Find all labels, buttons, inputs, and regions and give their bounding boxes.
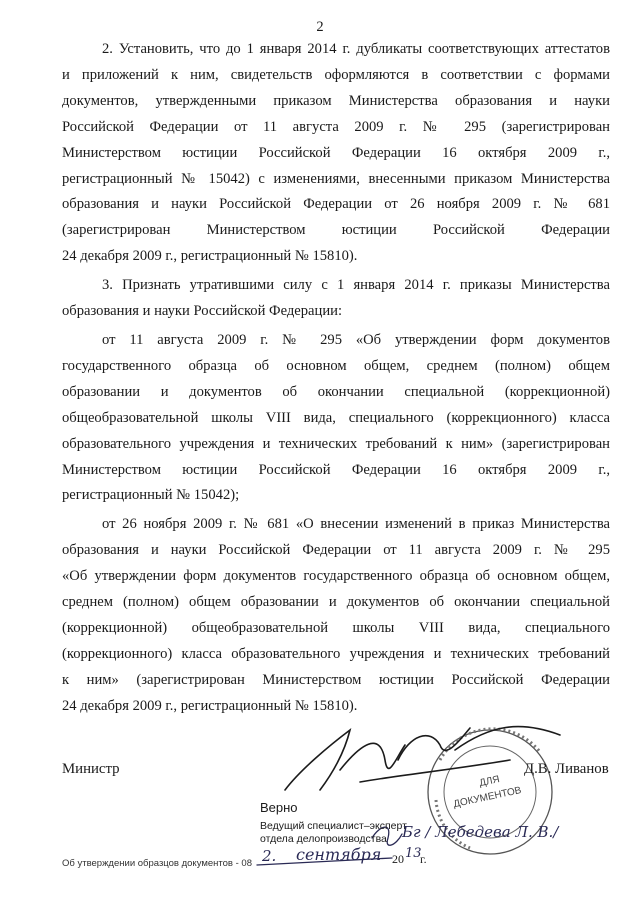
text-line: регистрационный № 15042); [62,487,240,504]
text-line: 24 декабря 2009 г., регистрационный № 15810). [62,697,358,714]
text-line: среднем (полном) общем образовании и документов об окончании специальной [62,594,610,611]
text-line: регистрационный № 15042) с изменениями, внесенными приказом Министерства [62,170,610,187]
footer-doc-ref: Об утверждении образцов документов - 08 [62,858,252,869]
text-line: образовании и документов об окончании специальной (коррекционной) [62,383,610,400]
text-line: образовательного учреждения и технических требований к ним» (зарегистрирован [62,435,610,452]
certification-date-month: сентября [296,845,382,864]
text-line: (зарегистрирован Министерством юстиции Российской Федерации [62,222,610,239]
page-number: 2 [316,19,324,35]
text-line: (коррекционного) класса образовательного учреждения и технических требований [62,645,610,662]
certification-date-suffix: г. [420,852,427,866]
certification-year-prefix: 20 [392,852,404,866]
text-line: образования и науки Российской Федерации от 11 августа 2009 г. № 295 [62,542,610,559]
text-line: образования и науки Российской Федерации: [62,303,343,320]
text-line: 2. Установить, что до 1 января 2014 г. дубликаты соответствующих аттестатов [102,41,610,57]
text-line: «Об утверждении форм документов государственного образца об основном общем, [62,568,610,585]
text-line: Министерством юстиции Российской Федерации 16 октября 2009 г., [62,461,610,478]
certifier-position-line2: отдела делопроизводства [260,833,387,845]
text-line: (коррекционной) общеобразовательной школы VIII вида, специального [62,619,610,636]
signatory-title: Министр [62,761,120,777]
certification-date-day: 2. [262,847,277,865]
text-line: 3. Признать утратившими силу с 1 января 2014 г. приказы Министерства [102,277,610,294]
text-line: Министерством юстиции Российской Федерации 16 октября 2009 г., [62,144,610,161]
text-line: образования и науки Российской Федерации от 26 ноября 2009 г. № 681 [62,196,610,213]
stamp-text-line2: ДОКУМЕНТОВ [452,784,523,811]
text-line: к ним» (зарегистрирован Министерством юстиции Российской Федерации [62,671,610,688]
text-line: и приложений к ним, свидетельств оформляются в соответствии с формами [62,66,610,83]
text-line: Российской Федерации от 11 августа 2009 г. № 295 (зарегистрирован [62,118,610,135]
certifier-position-line1: Ведущий специалист–эксперт [260,820,407,832]
text-line: государственного образца об основном общем, среднем (полном) общем [62,357,610,374]
text-line: общеобразовательной школы VIII вида, специального (коррекционного) класса [62,409,610,426]
certification-verno: Верно [260,800,298,815]
stamp-text-line1: ДЛЯ [478,774,501,790]
signatory-name: Д.В. Ливанов [524,761,609,777]
text-line: 24 декабря 2009 г., регистрационный № 15810). [62,248,358,265]
text-line: от 11 августа 2009 г. № 295 «Об утверждении форм документов [102,331,610,348]
certification-year-suffix: 13 [405,846,422,861]
certifier-handwritten-name: Бг / Лебедева Л. В./ [402,823,559,841]
text-line: от 26 ноября 2009 г. № 681 «О внесении изменений в приказ Министерства [102,516,610,533]
text-line: документов, утвержденными приказом Министерства образования и науки [62,92,610,109]
